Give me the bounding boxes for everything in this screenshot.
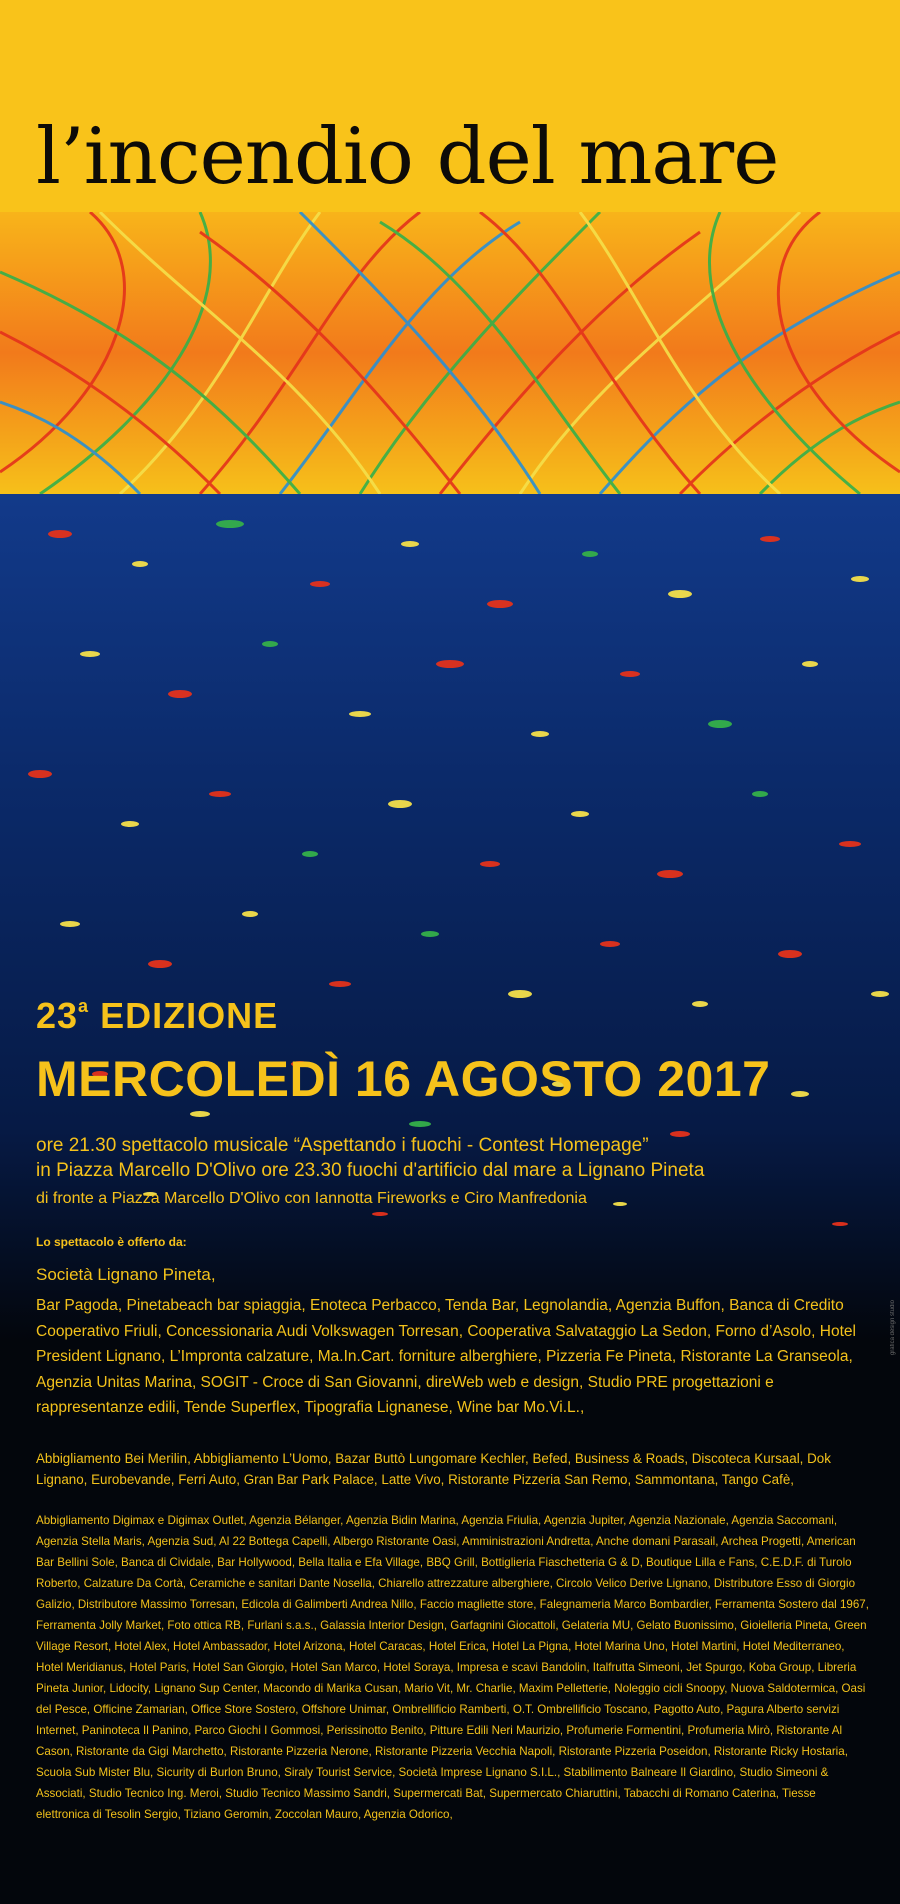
edition-number: 23 — [36, 995, 79, 1036]
program-text — [36, 1133, 864, 1183]
sponsor-main: Società Lignano Pineta, — [36, 1265, 216, 1284]
edition-label — [36, 995, 864, 1037]
program-line-3: di fronte a Piazza Marcello D'Olivo con Iannotta Fireworks e Ciro Manfredonia — [36, 1190, 587, 1207]
poster-title: l’incendio del mare — [36, 112, 779, 202]
side-credit: grafica design studio — [890, 1300, 896, 1356]
program-line-1: ore 21.30 spettacolo musicale “Aspettando i fuochi - Contest Homepage” — [36, 1135, 649, 1156]
flames-illustration — [0, 212, 900, 494]
sponsors-large: Bar Pagoda, Pinetabeach bar spiaggia, Enoteca Perbacco, Tenda Bar, Legnolandia, Agenzia Buffon, Banca di Credito Cooperativo Friuli, Concessionaria Audi Volkswagen Torresan, Cooperativa Salvataggio La Sedon, Forno d’Asolo, Hotel President Lignano, L’Impronta calzature, Ma.In.Cart. forniture alberghiere, Pizzeria Fe Pineta, Ristorante La Granseola, Agenzia Unitas Marina, SOGIT - Croce di San Giovanni, direWeb web e design, Studio PRE progettazioni e rappresentanze edili, Tende Superflex, Tipografia Lignanese, Wine bar Mo.Vi.L., — [36, 1297, 856, 1416]
edition-word: EDIZIONE — [100, 995, 279, 1036]
event-date: MERCOLEDÌ 16 AGOSTO 2017 — [36, 1051, 771, 1107]
program-line-2: in Piazza Marcello D'Olivo ore 23.30 fuochi d'artificio dal mare a Lignano Pineta — [36, 1160, 705, 1181]
sponsors-medium: Abbigliamento Bei Merilin, Abbigliamento L’Uomo, Bazar Buttò Lungomare Kechler, Befed, Business & Roads, Discoteca Kursaal, Dok Lignano, Eurobevande, Ferri Auto, Gran Bar Park Palace, Latte Vivo, Ristorante Pizzeria San Remo, Sammontana, Tango Cafè, — [36, 1451, 831, 1487]
offered-by-label: Lo spettacolo è offerto da: — [36, 1235, 187, 1249]
sponsors-small: Abbigliamento Digimax e Digimax Outlet, Agenzia Bélanger, Agenzia Bidin Marina, Agenzia Friulia, Agenzia Jupiter, Agenzia Nazionale, Agenzia Saccomani, Agenzia Stella Maris, Agenzia Sud, Al 22 Bottega Capelli, Albergo Ristorante Oasi, Amministrazioni Andretta, Anche domani Parasail, Archea Progetti, American Bar Bellini Sole, Banca di Cividale, Bar Hollywood, Bella Italia e Efa Village, BBQ Grill, Bottiglieria Fiaschetteria G & D, Boutique Lilla e Fans, C.E.D.F. di Turolo Roberto, Calzature Da Cortà, Ceramiche e sanitari Dante Nosella, Chiarello attrezzature alberghiere, Circolo Velico Derive Lignano, Distributore Esso di Giorgio Galizio, Distributore Massimo Torresan, Edicola di Galimberti Andrea Nillo, Faccio magliette store, Falegnameria Marco Bombardier, Ferramenta Sostero dal 1967, Ferramenta Jolly Market, Foto ottica RB, Furlani s.a.s., Galassia Interior Design, Garfagnini Giocattoli, Gelateria MU, Gelato Buonissimo, Gioielleria Pineta, Green Village Resort, Hotel Alex, Hotel Ambassador, Hotel Arizona, Hotel Caracas, Hotel Erica, Hotel La Pigna, Hotel Marina Uno, Hotel Martini, Hotel Mediterraneo, Hotel Meridianus, Hotel Paris, Hotel San Giorgio, Hotel San Marco, Hotel Soraya, Impresa e scavi Bandolin, Italfrutta Simeoni, Jet Spurgo, Koba Group, Libreria Pineta Junior, Lidocity, Lignano Sup Center, Macondo di Marika Cusan, Mario Vit, Mr. Charlie, Maxim Pelletterie, Noleggio cicli Snoopy, Nuova Saldotermica, Oasi del Pesce, Officine Zamarian, Office Store Sostero, Offshore Unimar, Ombrellificio Ramberti, O.T. Ombrellificio Toscano, Pagotto Auto, Pagura Alberto servizi Internet, Paninoteca Il Panino, Parco Giochi I Gommosi, Perissinotto Benito, Pitture Edili Neri Maurizio, Profumerie Formentini, Profumeria Mirò, Ristorante Al Cason, Ristorante da Gigi Marchetto, Ristorante Pizzeria Nerone, Ristorante Pizzeria Vecchia Napoli, Ristorante Pizzeria Poseidon, Ristorante Ricky Hostaria, Scuola Sub Mister Blu, Sicurity di Burlon Bruno, Siraly Tourist Service, Società Imprese Lignano S.I.L., Stabilimento Balneare Il Giardino, Studio Simeoni & Associati, Studio Tecnico Ing. Meroi, Studio Tecnico Massimo Sandri, Supermercati Bat, Supermercato Chiaruttini, Tabacchi di Romano Caterina, Tiesse elettronica di Tesolin Sergio, Tiziano Geromin, Zoccolan Mauro, Agenzia Odorico, — [36, 1514, 869, 1821]
edition-suffix: a — [78, 996, 90, 1016]
